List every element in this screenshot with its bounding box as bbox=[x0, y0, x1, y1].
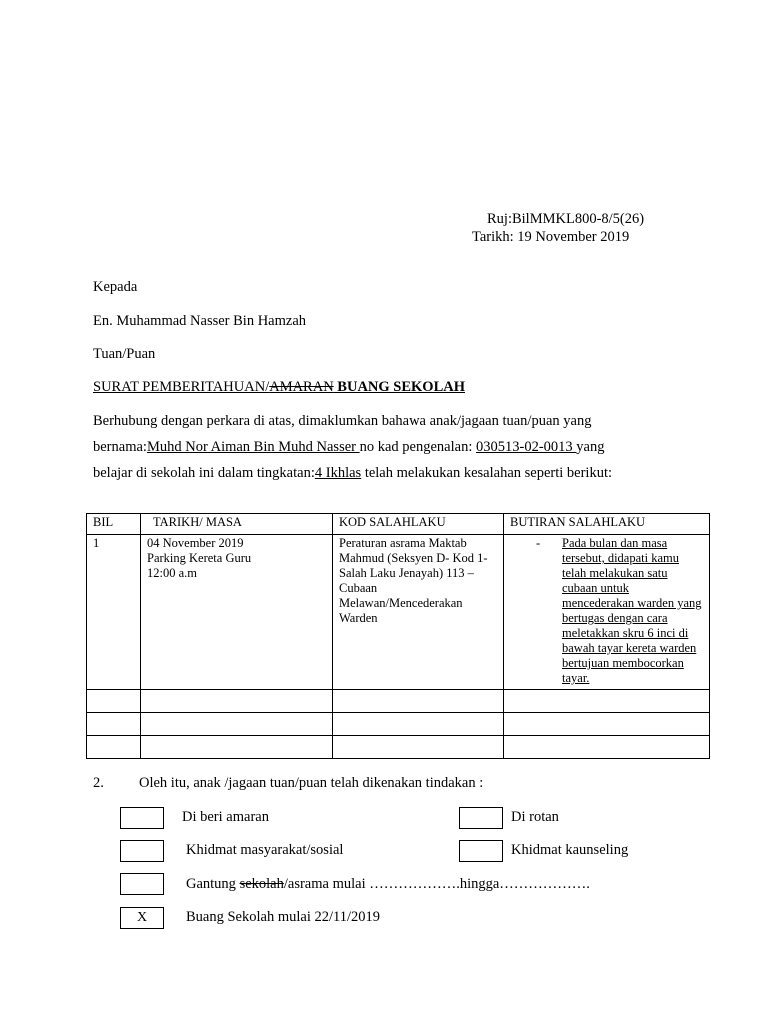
table-row bbox=[87, 713, 710, 736]
kaunseling-checkbox[interactable] bbox=[459, 840, 503, 862]
row-bil: 1 bbox=[87, 535, 141, 690]
student-class: 4 Ikhlas bbox=[314, 465, 362, 481]
body-line-2-suffix: yang bbox=[576, 439, 605, 455]
salutation: Tuan/Puan bbox=[93, 346, 156, 362]
body-line-3-suffix: telah melakukan kesalahan seperti berikut: bbox=[361, 465, 613, 481]
class-label: belajar di sekolah ini dalam tingkatan: bbox=[93, 465, 315, 481]
buang-sekolah-label: Buang Sekolah mulai 22/11/2019 bbox=[186, 909, 380, 925]
reference-number: Ruj:BilMMKL800-8/5(26) bbox=[487, 211, 645, 227]
table-row bbox=[87, 535, 710, 690]
gantung-prefix: Gantung bbox=[186, 876, 240, 892]
section-2-number: 2. bbox=[93, 775, 104, 791]
offense-table bbox=[86, 513, 710, 759]
row-place: Parking Kereta Guru bbox=[147, 551, 252, 565]
letter-date: Tarikh: 19 November 2019 bbox=[472, 229, 630, 245]
gantung-suffix: /asrama mulai ……………….hingga………………. bbox=[283, 876, 590, 892]
recipient-name: En. Muhammad Nasser Bin Hamzah bbox=[93, 313, 307, 329]
rotan-label: Di rotan bbox=[511, 809, 559, 825]
section-2-text: Oleh itu, anak /jagaan tuan/puan telah dikenakan tindakan : bbox=[139, 775, 484, 791]
name-label: bernama: bbox=[93, 439, 147, 455]
body-line-3 bbox=[93, 465, 612, 482]
body-line-1: Berhubung dengan perkara di atas, dimaklumkan bahawa anak/jagaan tuan/puan yang bbox=[93, 413, 592, 429]
detail-text: Pada bulan dan masa tersebut, didapati kamu telah melakukan satu cubaan untuk mencederakan warden yang bertugas dengan cara meletakkan skru 6 inci di bawah tayar kereta warden bertujuan membocorkan tayar. bbox=[562, 536, 702, 685]
gantung-checkbox[interactable] bbox=[120, 873, 164, 895]
amaran-checkbox[interactable] bbox=[120, 807, 164, 829]
subject-struck-warning: AMARAN bbox=[269, 379, 334, 395]
ic-number: 030513-02-0013 bbox=[476, 439, 577, 455]
student-name: Muhd Nor Aiman Bin Muhd Nasser bbox=[146, 439, 360, 455]
header-offense-detail: BUTIRAN SALAHLAKU bbox=[504, 514, 710, 535]
ic-label: no kad pengenalan: bbox=[359, 439, 476, 455]
kaunseling-label: Khidmat kaunseling bbox=[511, 842, 629, 858]
row-offense-detail bbox=[504, 535, 710, 690]
row-date-time bbox=[141, 535, 333, 690]
row-offense-code: Peraturan asrama Maktab Mahmud (Seksyen D- Kod 1-Salah Laku Jenayah) 113 – Cubaan Melawan/Mencederakan Warden bbox=[333, 535, 504, 690]
row-time: 12:00 a.m bbox=[147, 566, 197, 580]
gantung-label bbox=[186, 876, 590, 893]
header-offense-code: KOD SALAHLAKU bbox=[333, 514, 504, 535]
table-row bbox=[87, 690, 710, 713]
letter-subject bbox=[93, 379, 465, 396]
row-date: 04 November 2019 bbox=[147, 536, 244, 550]
subject-notice: SURAT PEMBERITAHUAN/ bbox=[93, 379, 270, 395]
body-line-2 bbox=[93, 439, 604, 456]
amaran-label: Di beri amaran bbox=[182, 809, 269, 825]
rotan-checkbox[interactable] bbox=[459, 807, 503, 829]
subject-expulsion: BUANG SEKOLAH bbox=[333, 379, 466, 395]
detail-dash: - bbox=[536, 536, 541, 550]
khidmat-masyarakat-label: Khidmat masyarakat/sosial bbox=[186, 842, 344, 858]
recipient-label: Kepada bbox=[93, 279, 138, 295]
header-date-time: TARIKH/ MASA bbox=[141, 514, 333, 535]
gantung-struck: sekolah bbox=[239, 876, 284, 892]
buang-sekolah-checkbox[interactable]: X bbox=[120, 907, 164, 929]
khidmat-masyarakat-checkbox[interactable] bbox=[120, 840, 164, 862]
header-bil: BIL bbox=[87, 514, 141, 535]
table-header-row bbox=[87, 514, 710, 535]
table-row bbox=[87, 736, 710, 759]
